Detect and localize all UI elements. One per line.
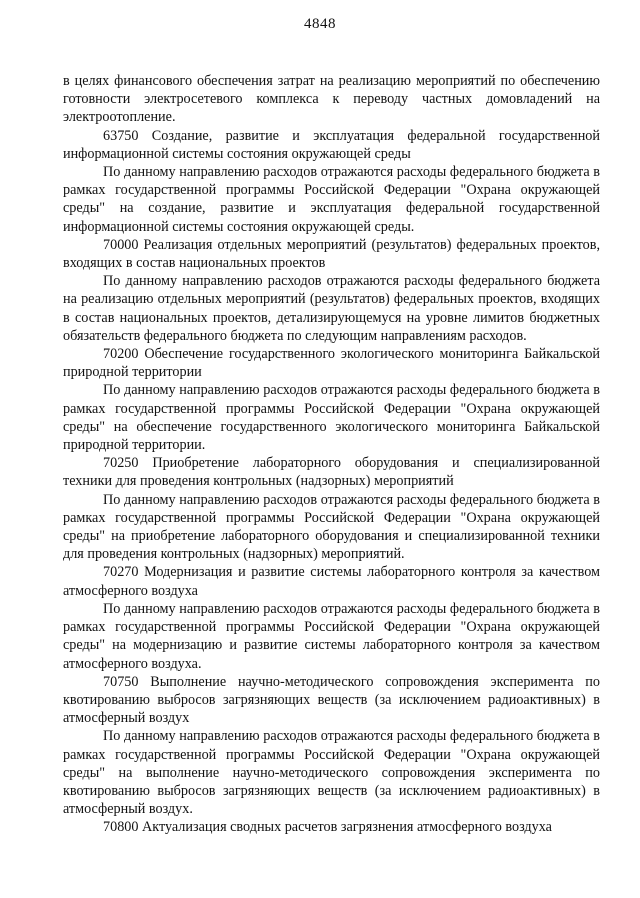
- section-heading-70270: 70270 Модернизация и развитие системы лабораторного контроля за качеством атмосферного воздуха: [63, 564, 600, 599]
- paragraph: По данному направлению расходов отражаются расходы федерального бюджета в рамках государственной программы Российской Федерации "Охрана окружающей среды" на создание, развитие и эксплуатация федеральной государственной информационной системы состояния окружающей среды.: [63, 164, 600, 235]
- section-heading-63750: 63750 Создание, развитие и эксплуатация федеральной государственной информационной системы состояния окружающей среды: [63, 127, 600, 162]
- paragraph-continuation: в целях финансового обеспечения затрат на реализацию мероприятий по обеспечению готовности электросетевого комплекса к переводу частных домовладений на электроотопление.: [63, 73, 600, 126]
- page-number: 4848: [304, 16, 336, 32]
- section-heading-70000: 70000 Реализация отдельных мероприятий (результатов) федеральных проектов, входящих в состав национальных проектов: [63, 236, 600, 272]
- section-heading-70800: 70800 Актуализация сводных расчетов загрязнения атмосферного воздуха: [103, 819, 552, 836]
- document-body: [63, 72, 600, 837]
- section-heading-70200: 70200 Обеспечение государственного экологического мониторинга Байкальской природной территории: [63, 346, 600, 381]
- section-heading-70750: 70750 Выполнение научно-методического сопровождения эксперимента по квотированию выбросов загрязняющих веществ (за исключением радиоактивных) в атмосферный воздух: [63, 673, 600, 727]
- paragraph: По данному направлению расходов отражаются расходы федерального бюджета на реализацию отдельных мероприятий (результатов) федеральных проектов, входящих в состав национальных проектов, детализирующемуся на уровне лимитов бюджетных обязательств федерального бюджета по следующим направлениям расходов.: [63, 273, 600, 344]
- paragraph: По данному направлению расходов отражаются расходы федерального бюджета в рамках государственной программы Российской Федерации "Охрана окружающей среды" на модернизацию и развитие системы лабораторного контроля за качеством атмосферного воздуха.: [63, 600, 600, 672]
- paragraph: По данному направлению расходов отражаются расходы федерального бюджета в рамках государственной программы Российской Федерации "Охрана окружающей среды" на обеспечение государственного экологического мониторинга Байкальской природной территории.: [63, 382, 600, 454]
- paragraph: По данному направлению расходов отражаются расходы федерального бюджета в рамках государственной программы Российской Федерации "Охрана окружающей среды" на приобретение лабораторного оборудования и специализированной техники для проведения контрольных (надзорных) мероприятий.: [63, 491, 600, 563]
- section-heading-70250: 70250 Приобретение лабораторного оборудования и специализированной техники для проведения контрольных (надзорных) мероприятий: [63, 455, 600, 490]
- paragraph: По данному направлению расходов отражаются расходы федерального бюджета в рамках государственной программы Российской Федерации "Охрана окружающей среды" на выполнение научно-методического сопровождения эксперимента по квотированию выбросов загрязняющих веществ (за исключением радиоактивных) в атмосферный воздух.: [63, 728, 600, 818]
